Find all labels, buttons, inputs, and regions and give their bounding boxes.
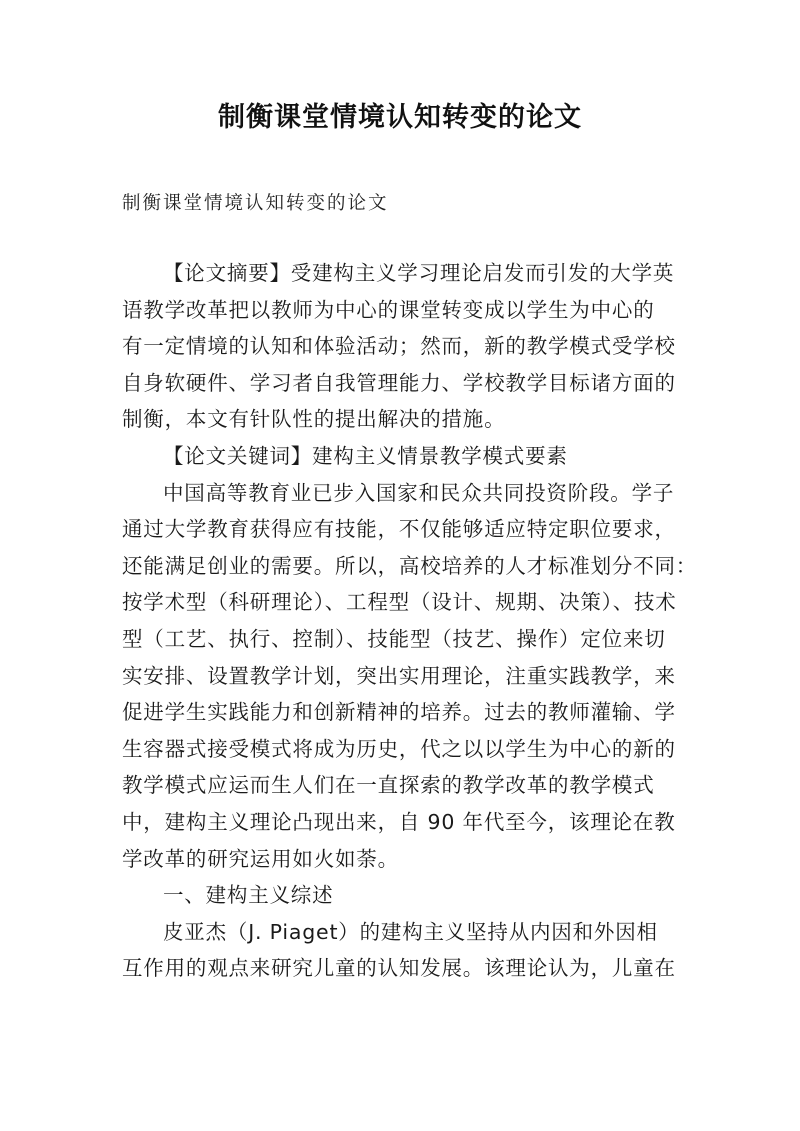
body-line: 实安排、设置教学计划，突出实用理论，注重实践教学，来	[122, 663, 676, 688]
abstract-line: 制衡，本文有针队性的提出解决的措施。	[122, 407, 506, 432]
section-heading: 一、建构主义综述	[163, 883, 334, 908]
body-line: 通过大学教育获得应有技能，不仅能够适应特定职位要求，	[122, 517, 676, 542]
body-line: 促进学生实践能力和创新精神的培养。过去的教师灌输、学	[122, 700, 676, 725]
body-line: 学改革的研究运用如火如荼。	[122, 846, 399, 871]
body-line: 按学术型（科研理论）、工程型（设计、规期、决策）、技术	[122, 590, 677, 615]
keywords-line: 【论文关键词】建构主义情景教学模式要素	[163, 443, 568, 468]
body-line: 皮亚杰（J. Piaget）的建构主义坚持从内因和外因相	[163, 919, 658, 944]
document-body	[122, 255, 698, 987]
body-line: 中国高等教育业已步入国家和民众共同投资阶段。学子	[163, 480, 675, 505]
abstract-line: 有一定情境的认知和体验活动；然而，新的教学模式受学校	[122, 334, 676, 359]
document-title: 制衡课堂情境认知转变的论文	[218, 102, 582, 133]
abstract-line: 语教学改革把以教师为中心的课堂转变成以学生为中心的	[122, 297, 655, 322]
body-line: 生容器式接受模式将成为历史，代之以以学生为中心的新的	[122, 736, 676, 761]
abstract-line: 【论文摘要】受建构主义学习理论启发而引发的大学英	[163, 261, 675, 285]
body-line: 中，建构主义理论凸现出来，自 90 年代至今，该理论在教	[122, 809, 676, 834]
body-line: 互作用的观点来研究儿童的认知发展。该理论认为，儿童在	[122, 956, 676, 981]
body-line: 型（工艺、执行、控制）、技能型（技艺、操作）定位来切	[122, 626, 666, 651]
abstract-line: 自身软硬件、学习者自我管理能力、学校教学目标诸方面的	[122, 370, 676, 395]
body-line: 教学模式应运而生人们在一直探索的教学改革的教学模式	[122, 773, 655, 798]
document-subtitle: 制衡课堂情境认知转变的论文	[122, 193, 389, 214]
body-line: 还能满足创业的需要。所以，高校培养的人才标准划分不同：	[122, 553, 698, 578]
